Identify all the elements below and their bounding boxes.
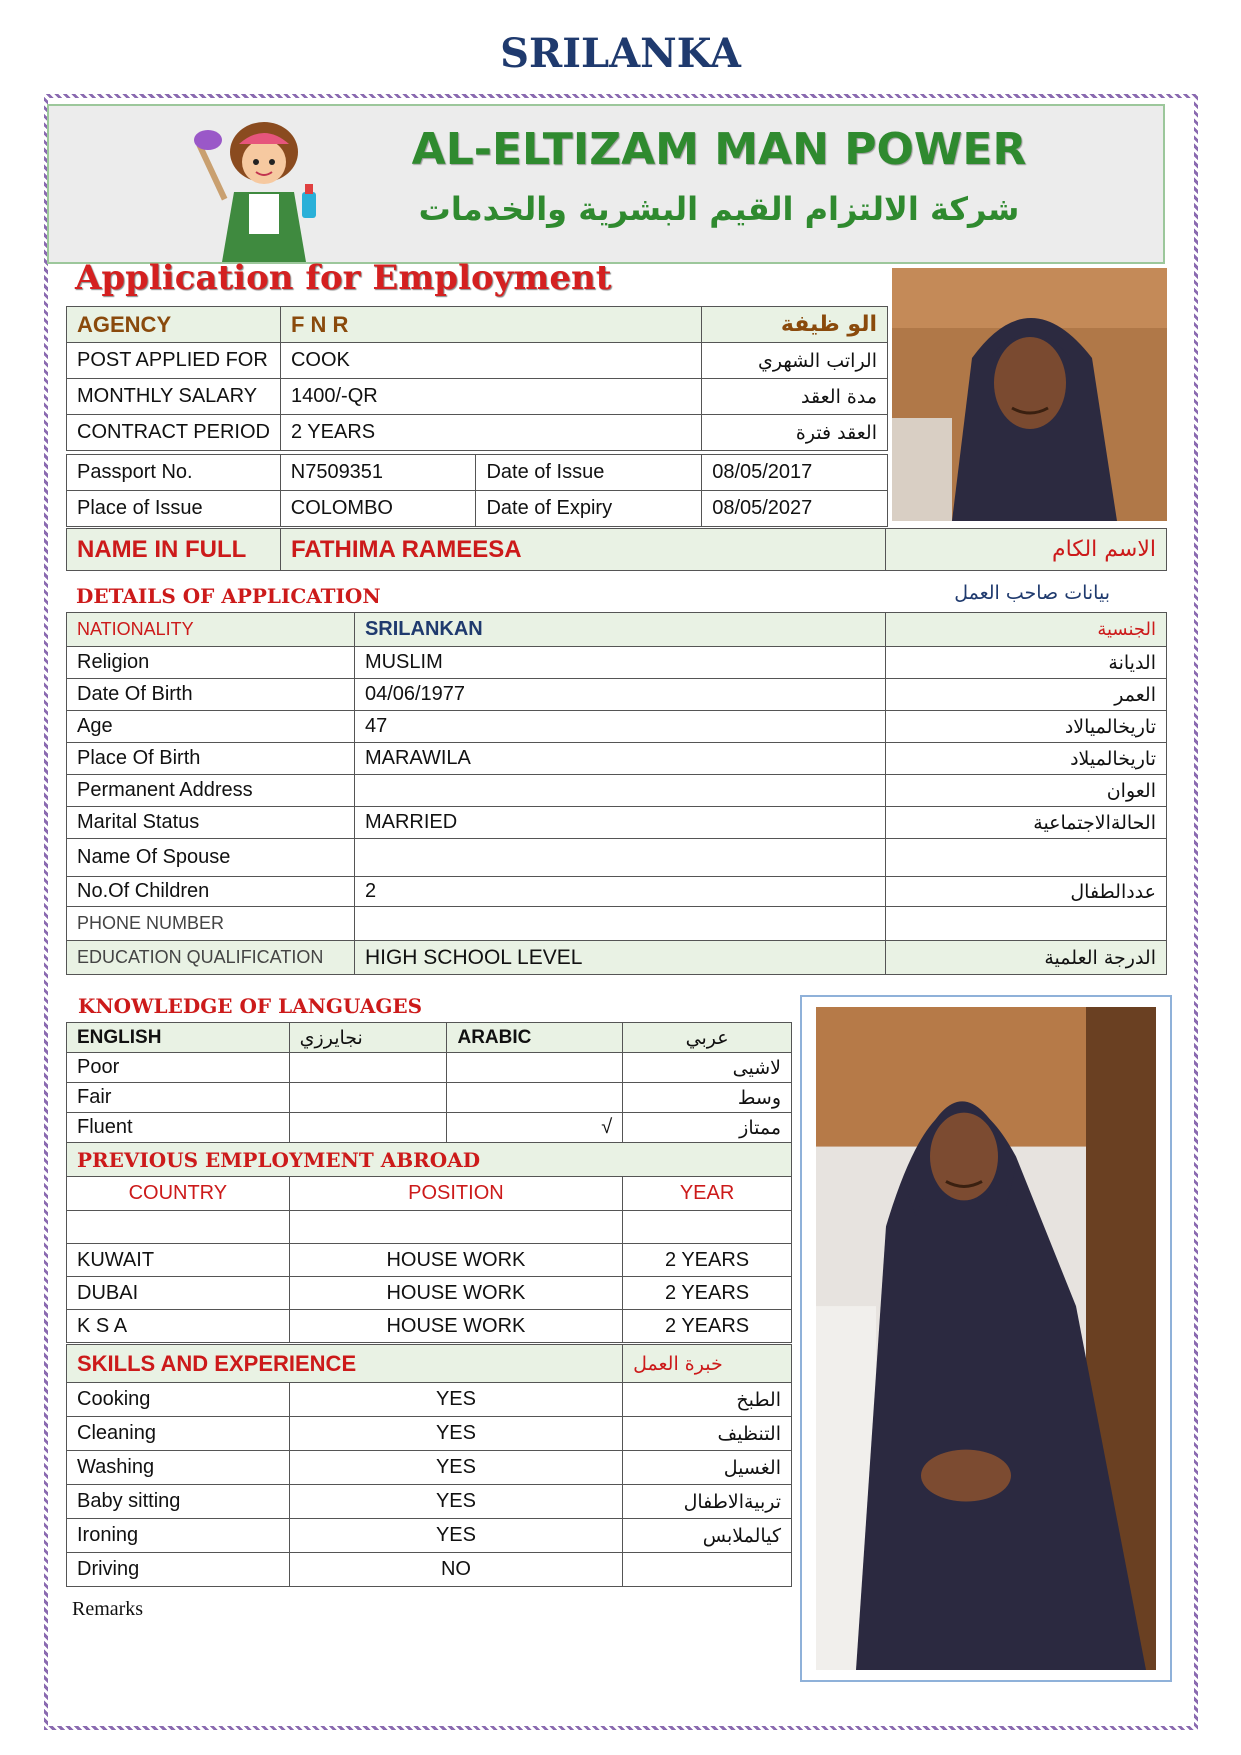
skill-name-ar: الطبخ xyxy=(623,1383,792,1417)
table-row xyxy=(67,1519,792,1553)
post-label-ar: الراتب الشهري xyxy=(702,343,888,379)
agency-value: F N R xyxy=(280,307,701,343)
table-row xyxy=(67,807,1167,839)
marital-status-label: Marital Status xyxy=(67,807,355,839)
children-value: 2 xyxy=(354,877,885,907)
employment-country: DUBAI xyxy=(67,1277,290,1310)
contract-label-ar: العقد فترة xyxy=(702,415,888,451)
address-label-ar: العوان xyxy=(886,775,1167,807)
salary-label-ar: مدة العقد xyxy=(702,379,888,415)
table-row xyxy=(67,1244,792,1277)
education-label: EDUCATION QUALIFICATION xyxy=(67,941,355,975)
level-fair: Fair xyxy=(67,1083,290,1113)
level-fluent: Fluent xyxy=(67,1113,290,1143)
company-name-en: AL-ELTIZAM MAN POWER xyxy=(411,124,1027,175)
table-row xyxy=(67,455,888,491)
name-row xyxy=(67,529,1167,571)
agency-label: AGENCY xyxy=(67,307,281,343)
table-row xyxy=(67,1485,792,1519)
phone-value xyxy=(354,907,885,941)
employment-title: PREVIOUS EMPLOYMENT ABROAD xyxy=(67,1143,792,1177)
expiry-date: 08/05/2027 xyxy=(702,491,888,527)
spouse-label: Name Of Spouse xyxy=(67,839,355,877)
year-header: YEAR xyxy=(623,1177,792,1211)
place-of-issue-label: Place of Issue xyxy=(67,491,281,527)
skill-name: Cooking xyxy=(67,1383,290,1417)
form-title: Application for Employment xyxy=(75,258,612,298)
age-label: Age xyxy=(67,711,355,743)
table-row xyxy=(67,379,888,415)
education-label-ar: الدرجة العلمية xyxy=(886,941,1167,975)
skills-title-ar: خبرة العمل xyxy=(623,1345,792,1383)
skill-value: YES xyxy=(289,1519,622,1553)
employment-position: HOUSE WORK xyxy=(289,1277,622,1310)
place-of-issue: COLOMBO xyxy=(280,491,476,527)
employment-header-row xyxy=(67,1177,792,1211)
details-title: DETAILS OF APPLICATION xyxy=(76,584,381,608)
skill-value: YES xyxy=(289,1417,622,1451)
english-heading-ar: نجايرزي xyxy=(289,1023,447,1053)
age-label-ar: تاريخالميالاد xyxy=(886,711,1167,743)
table-row xyxy=(67,415,888,451)
religion-label: Religion xyxy=(67,647,355,679)
arabic-poor xyxy=(447,1053,623,1083)
skills-table xyxy=(66,1344,792,1587)
religion-value: MUSLIM xyxy=(354,647,885,679)
country-heading: SRILANKA xyxy=(500,30,741,77)
skill-name: Washing xyxy=(67,1451,290,1485)
passport-table xyxy=(66,454,888,527)
employment-year: 2 YEARS xyxy=(623,1310,792,1343)
age-value: 47 xyxy=(354,711,885,743)
employment-year: 2 YEARS xyxy=(623,1244,792,1277)
skill-name-ar: كيالملابس xyxy=(623,1519,792,1553)
employment-country xyxy=(67,1211,290,1244)
skill-value: YES xyxy=(289,1383,622,1417)
issue-date-label: Date of Issue xyxy=(476,455,702,491)
table-row xyxy=(67,343,888,379)
post-label: POST APPLIED FOR xyxy=(67,343,281,379)
employment-title-row xyxy=(67,1143,792,1177)
position-header: POSITION xyxy=(289,1177,622,1211)
place-of-birth-value: MARAWILA xyxy=(354,743,885,775)
name-table xyxy=(66,528,1167,571)
skills-title: SKILLS AND EXPERIENCE xyxy=(67,1345,623,1383)
table-row xyxy=(67,647,1167,679)
salary-label: MONTHLY SALARY xyxy=(67,379,281,415)
employment-year: 2 YEARS xyxy=(623,1277,792,1310)
nationality-value: SRILANKAN xyxy=(354,613,885,647)
level-poor-ar: لاشيى xyxy=(623,1053,792,1083)
level-poor: Poor xyxy=(67,1053,290,1083)
passport-number-label: Passport No. xyxy=(67,455,281,491)
full-name: FATHIMA RAMEESA xyxy=(280,529,885,571)
contract-label: CONTRACT PERIOD xyxy=(67,415,281,451)
name-label: NAME IN FULL xyxy=(67,529,281,571)
skill-name: Driving xyxy=(67,1553,290,1587)
salary-value: 1400/-QR xyxy=(280,379,701,415)
table-row xyxy=(67,743,1167,775)
table-row xyxy=(67,907,1167,941)
table-row xyxy=(67,1113,792,1143)
country-header: COUNTRY xyxy=(67,1177,290,1211)
religion-label-ar: الديانة xyxy=(886,647,1167,679)
skill-value: YES xyxy=(289,1451,622,1485)
employment-table xyxy=(66,1142,792,1343)
dob-label: Date Of Birth xyxy=(67,679,355,711)
employment-position: HOUSE WORK xyxy=(289,1244,622,1277)
table-row xyxy=(67,1083,792,1113)
marital-status-value: MARRIED xyxy=(354,807,885,839)
phone-label: PHONE NUMBER xyxy=(67,907,355,941)
languages-header-row xyxy=(67,1023,792,1053)
phone-label-ar xyxy=(886,907,1167,941)
marital-status-label-ar: الحالةالاجتماعية xyxy=(886,807,1167,839)
post-value: COOK xyxy=(280,343,701,379)
name-label-ar: الاسم الكام xyxy=(886,529,1167,571)
nationality-label: NATIONALITY xyxy=(67,613,355,647)
children-label-ar: عددالطفال xyxy=(886,877,1167,907)
place-of-birth-label: Place Of Birth xyxy=(67,743,355,775)
contract-value: 2 YEARS xyxy=(280,415,701,451)
applicant-headshot xyxy=(892,268,1167,521)
skill-name: Ironing xyxy=(67,1519,290,1553)
table-row xyxy=(67,1383,792,1417)
table-row xyxy=(67,679,1167,711)
employment-position: HOUSE WORK xyxy=(289,1310,622,1343)
table-row xyxy=(67,613,1167,647)
skill-value: YES xyxy=(289,1485,622,1519)
employment-country: KUWAIT xyxy=(67,1244,290,1277)
company-name-ar: شركة الالتزام القيم البشرية والخدمات xyxy=(418,190,1020,228)
languages-title: KNOWLEDGE OF LANGUAGES xyxy=(78,994,423,1018)
table-row xyxy=(67,491,888,527)
agency-row xyxy=(67,307,888,343)
spouse-value xyxy=(354,839,885,877)
table-row xyxy=(67,1053,792,1083)
table-row xyxy=(67,877,1167,907)
skill-value: NO xyxy=(289,1553,622,1587)
table-row xyxy=(67,1417,792,1451)
table-row xyxy=(67,1310,792,1343)
skill-name-ar: تربيةالاطفال xyxy=(623,1485,792,1519)
level-fair-ar: وسط xyxy=(623,1083,792,1113)
details-title-ar: بيانات صاحب العمل xyxy=(954,582,1110,604)
address-label: Permanent Address xyxy=(67,775,355,807)
table-row xyxy=(67,1277,792,1310)
skill-name-ar: التنظيف xyxy=(623,1417,792,1451)
children-label: No.Of Children xyxy=(67,877,355,907)
job-table xyxy=(66,306,888,451)
issue-date: 08/05/2017 xyxy=(702,455,888,491)
address-value xyxy=(354,775,885,807)
arabic-fluent: √ xyxy=(447,1113,623,1143)
remarks-label: Remarks xyxy=(72,1598,144,1620)
passport-number: N7509351 xyxy=(280,455,476,491)
applicant-full-photo-frame xyxy=(800,995,1172,1682)
expiry-date-label: Date of Expiry xyxy=(476,491,702,527)
applicant-full-photo xyxy=(816,1007,1156,1670)
maid-cartoon-icon xyxy=(194,112,334,262)
english-poor xyxy=(289,1053,447,1083)
employment-position xyxy=(289,1211,622,1244)
company-banner xyxy=(47,104,1165,264)
english-fluent xyxy=(289,1113,447,1143)
agency-label-ar: الو ظيفة xyxy=(702,307,888,343)
level-fluent-ar: ممتاز xyxy=(623,1113,792,1143)
table-row xyxy=(67,839,1167,877)
employment-year xyxy=(623,1211,792,1244)
dob-label-ar: العمر xyxy=(886,679,1167,711)
dob-value: 04/06/1977 xyxy=(354,679,885,711)
skill-name-ar xyxy=(623,1553,792,1587)
english-fair xyxy=(289,1083,447,1113)
table-row xyxy=(67,1211,792,1244)
skill-name: Baby sitting xyxy=(67,1485,290,1519)
table-row xyxy=(67,1553,792,1587)
table-row xyxy=(67,775,1167,807)
arabic-heading: ARABIC xyxy=(447,1023,623,1053)
table-row xyxy=(67,711,1167,743)
arabic-fair xyxy=(447,1083,623,1113)
skill-name: Cleaning xyxy=(67,1417,290,1451)
spouse-label-ar xyxy=(886,839,1167,877)
nationality-label-ar: الجنسية xyxy=(886,613,1167,647)
employment-country: K S A xyxy=(67,1310,290,1343)
languages-table xyxy=(66,1022,792,1143)
education-value: HIGH SCHOOL LEVEL xyxy=(354,941,885,975)
arabic-heading-ar: عربي xyxy=(623,1023,792,1053)
skills-title-row xyxy=(67,1345,792,1383)
table-row xyxy=(67,1451,792,1485)
table-row xyxy=(67,941,1167,975)
english-heading: ENGLISH xyxy=(67,1023,290,1053)
details-table xyxy=(66,612,1167,975)
place-of-birth-label-ar: تاريخالميلاد xyxy=(886,743,1167,775)
skill-name-ar: الغسيل xyxy=(623,1451,792,1485)
